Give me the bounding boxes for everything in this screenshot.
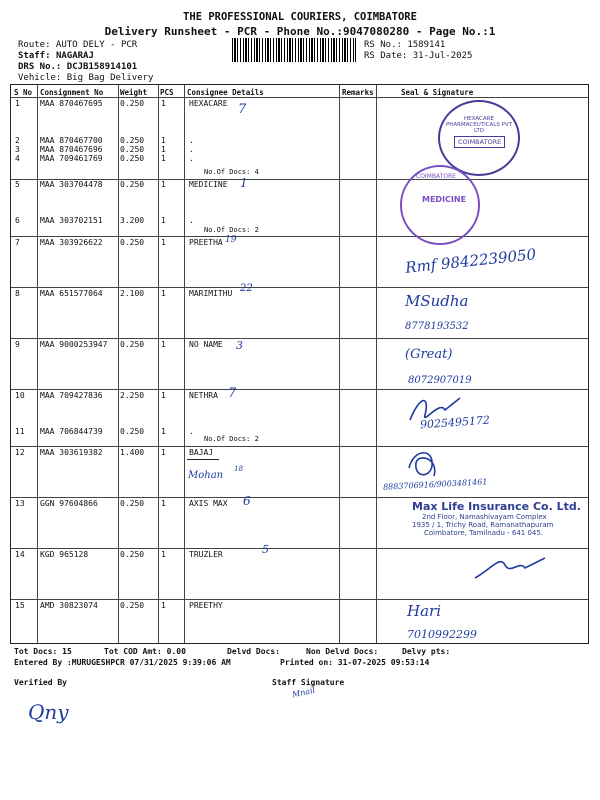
tot-cod: Tot COD Amt: 0.00 xyxy=(104,647,186,656)
hand-r1: 7 xyxy=(238,102,247,117)
tot-docs: Tot Docs: 15 xyxy=(14,647,72,656)
hexacare-stamp: HEXACARE PHARMACEUTICALS PVT LTD COIMBATORE xyxy=(438,100,520,176)
row-2-pcs: 1 xyxy=(161,136,166,145)
barcode xyxy=(232,38,356,62)
row-15-cno: AMD 30823074 xyxy=(40,601,98,610)
row-5-cno: MAA 303704478 xyxy=(40,180,103,189)
staff-label: Staff: xyxy=(18,51,51,61)
row-6-cno: MAA 303702151 xyxy=(40,216,103,225)
row-14-sno: 14 xyxy=(15,550,25,559)
row-14-name: TRUZLER xyxy=(189,550,223,559)
verified-by: Verified By xyxy=(14,678,67,687)
hand-r14: 5 xyxy=(262,543,269,556)
verified-signature: Qny xyxy=(28,700,69,724)
printed-on: Printed on: 31-07-2025 09:53:14 xyxy=(280,658,430,667)
rs-date: RS Date: 31-Jul-2025 xyxy=(364,51,473,61)
col-remarks: Remarks xyxy=(342,88,374,97)
vehicle: Vehicle: Big Bag Delivery xyxy=(18,73,154,83)
rs-no: RS No.: 1589141 xyxy=(364,40,446,50)
row-6-wt: 3.200 xyxy=(120,216,145,225)
drs-label: DRS No.: xyxy=(18,62,62,72)
row-5-sno: 5 xyxy=(15,180,20,189)
row-12-cno: MAA 303619382 xyxy=(40,448,103,457)
row-10-sno: 10 xyxy=(15,391,25,400)
row-9-sno: 9 xyxy=(15,340,20,349)
signature-scribble-r12 xyxy=(404,448,444,483)
staff xyxy=(18,51,94,61)
row-14-cno: KGD 965128 xyxy=(40,550,89,559)
row-7-cno: MAA 303926622 xyxy=(40,238,103,247)
col-weight: Weight xyxy=(120,88,148,97)
hand-r11-phone: 9025495172 xyxy=(419,413,491,432)
row-3-pcs: 1 xyxy=(161,145,166,154)
row-8-wt: 2.100 xyxy=(120,289,145,298)
col-consignee: Consignee Details xyxy=(187,88,264,97)
row-1-cno: MAA 870467695 xyxy=(40,99,103,108)
row-1-wt: 0.250 xyxy=(120,99,145,108)
company-title: THE PROFESSIONAL COURIERS, COIMBATORE xyxy=(183,11,417,23)
row-10-pcs: 1 xyxy=(161,391,166,400)
row-5-pcs: 1 xyxy=(161,180,166,189)
row-11-wt: 0.250 xyxy=(120,427,145,436)
row-2-sno: 2 xyxy=(15,136,20,145)
hand-r8: 22 xyxy=(240,283,253,294)
row-7-sno: 7 xyxy=(15,238,20,247)
row-15-sno: 15 xyxy=(15,601,25,610)
row-10-cno: MAA 709427836 xyxy=(40,391,103,400)
signature-scribble-r10 xyxy=(400,390,470,430)
row-7-name: PREETHA xyxy=(189,238,223,247)
row-1-pcs: 1 xyxy=(161,99,166,108)
col-pcs: PCS xyxy=(160,88,174,97)
medicine-stamp: COIMBATORE MEDICINE xyxy=(400,165,480,245)
hand-r8-phone: 8778193532 xyxy=(405,321,469,332)
docs-count-2: No.Of Docs: 2 xyxy=(204,226,259,234)
row-1-sno: 1 xyxy=(15,99,20,108)
row-13-wt: 0.250 xyxy=(120,499,145,508)
row-6-pcs: 1 xyxy=(161,216,166,225)
row-7-wt: 0.250 xyxy=(120,238,145,247)
row-4-pcs: 1 xyxy=(161,154,166,163)
row-10-name: NETHRA xyxy=(189,391,218,400)
row-4-sno: 4 xyxy=(15,154,20,163)
row-3-cno: MAA 870467696 xyxy=(40,145,103,154)
hand-r15-phone: 7010992299 xyxy=(407,628,477,641)
hand-r10: 7 xyxy=(228,386,237,401)
row-3-wt: 0.250 xyxy=(120,145,145,154)
maxlife-stamp: Max Life Insurance Co. Ltd. 2nd Floor, Namashivayam Complex 1935 / 1, Trichy Road, Ramanathapuram Coimbatore, Tamilnadu - 641 045. xyxy=(412,500,581,537)
row-6-sno: 6 xyxy=(15,216,20,225)
hand-r5: 1 xyxy=(240,176,248,190)
row-4-cno: MAA 709461769 xyxy=(40,154,103,163)
row-2-cno: MAA 870467700 xyxy=(40,136,103,145)
col-seal: Seal & Signature xyxy=(401,88,474,97)
row-9-name: NO NAME xyxy=(189,340,223,349)
hand-r9-sign: (Great) xyxy=(405,347,453,362)
row-11-sno: 11 xyxy=(15,427,25,436)
hand-r15-sign: Hari xyxy=(407,602,441,620)
staff-signature: Mnail xyxy=(291,685,316,700)
hand-r7: 19 xyxy=(225,235,237,245)
row-3-sno: 3 xyxy=(15,145,20,154)
row-10-wt: 2.250 xyxy=(120,391,145,400)
row-14-pcs: 1 xyxy=(161,550,166,559)
row-8-sno: 8 xyxy=(15,289,20,298)
row-8-pcs: 1 xyxy=(161,289,166,298)
row-13-pcs: 1 xyxy=(161,499,166,508)
row-15-wt: 0.250 xyxy=(120,601,145,610)
staff-signature-label: Staff Signature xyxy=(272,678,345,687)
entered-by: Entered By :MURUGESHPCR 07/31/2025 9:39:06 AM xyxy=(14,658,231,667)
runsheet-subtitle: Delivery Runsheet - PCR - Phone No.:9047080280 - Page No.:1 xyxy=(104,25,496,38)
hand-r9-phone: 8072907019 xyxy=(408,375,472,386)
row-3-name: . xyxy=(189,145,194,154)
row-11-name: . xyxy=(189,427,194,436)
row-5-wt: 0.250 xyxy=(120,180,145,189)
row-5-name: MEDICINE xyxy=(189,180,228,189)
delvd-docs: Delvd Docs: xyxy=(227,647,280,656)
row-12-name: BAJAJ xyxy=(189,448,214,457)
docs-count-1: No.Of Docs: 4 xyxy=(204,168,259,176)
col-sno: S No xyxy=(14,88,33,97)
row-11-cno: MAA 706844739 xyxy=(40,427,103,436)
row-4-wt: 0.250 xyxy=(120,154,145,163)
non-delvd-docs: Non Delvd Docs: xyxy=(306,647,379,656)
docs-count-3: No.Of Docs: 2 xyxy=(204,435,259,443)
row-2-wt: 0.250 xyxy=(120,136,145,145)
hand-r12-phone: 8883706916/9003481461 xyxy=(382,477,488,492)
staff-name: NAGARAJ xyxy=(55,51,94,61)
col-consignment: Consignment No xyxy=(40,88,104,97)
row-9-wt: 0.250 xyxy=(120,340,145,349)
row-7-pcs: 1 xyxy=(161,238,166,247)
hand-r8-sign: MSudha xyxy=(405,292,469,310)
row-15-pcs: 1 xyxy=(161,601,166,610)
row-2-name: . xyxy=(189,136,194,145)
row-9-pcs: 1 xyxy=(161,340,166,349)
row-14-wt: 0.250 xyxy=(120,550,145,559)
row-8-cno: MAA 651577064 xyxy=(40,289,103,298)
row-1-name: HEXACARE xyxy=(189,99,228,108)
hand-r7-sign: Rmf 9842239050 xyxy=(404,245,537,277)
route: Route: AUTO DELY - PCR xyxy=(18,40,138,50)
row-15-name: PREETHY xyxy=(189,601,223,610)
hand-r9: 3 xyxy=(236,339,243,352)
row-12-sno: 12 xyxy=(15,448,25,457)
row-12-wt: 1.400 xyxy=(120,448,145,457)
row-13-cno: GGN 97604866 xyxy=(40,499,98,508)
row-11-pcs: 1 xyxy=(161,427,166,436)
row-12-pcs: 1 xyxy=(161,448,166,457)
row-6-name: . xyxy=(189,216,194,225)
delvy-pts: Delvy pts: xyxy=(402,647,451,656)
drs-value: DCJB158914101 xyxy=(66,62,138,72)
hand-r12-num: 18 xyxy=(234,465,243,473)
row-8-name: MARIMITHU xyxy=(189,289,233,298)
row-13-name: AXIS MAX xyxy=(189,499,228,508)
row-4-name: . xyxy=(189,154,194,163)
hand-r13: 6 xyxy=(243,494,251,508)
signature-scribble-r14 xyxy=(470,550,550,585)
drs-no xyxy=(18,62,137,72)
row-13-sno: 13 xyxy=(15,499,25,508)
row-9-cno: MAA 9000253947 xyxy=(40,340,108,349)
hand-r12-name: Mohan xyxy=(188,470,224,481)
